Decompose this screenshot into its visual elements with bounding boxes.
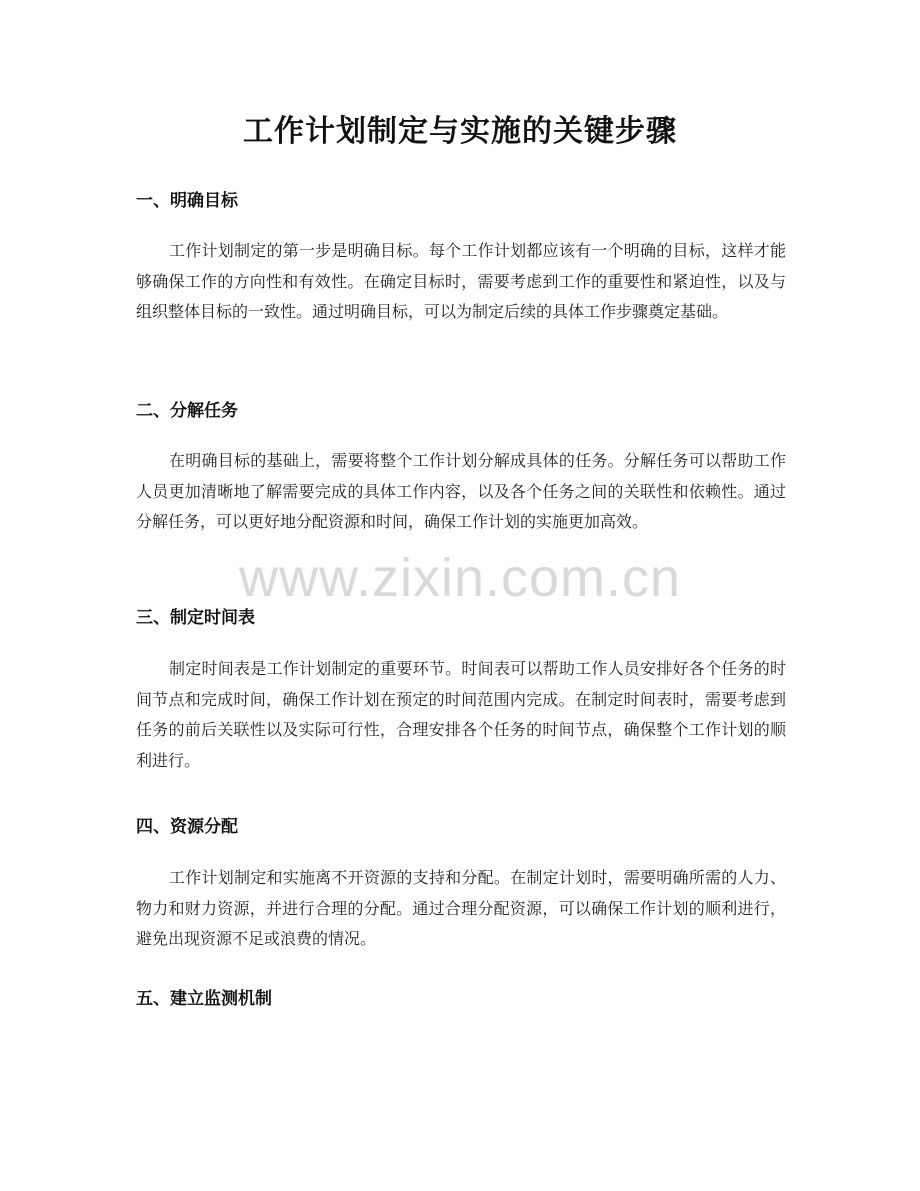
section-heading-3: 三、制定时间表 <box>136 608 255 628</box>
section-body-4: 工作计划制定和实施离不开资源的支持和分配。在制定计划时，需要明确所需的人力、物力和财力资源，并进行合理的分配。通过合理分配资源，可以确保工作计划的顺利进行，避免出现资源不足或浪费的情况。 <box>136 868 786 948</box>
section-heading-4: 四、资源分配 <box>136 817 238 837</box>
section-heading-1: 一、明确目标 <box>136 191 238 211</box>
section-heading-5: 五、建立监测机制 <box>136 989 272 1009</box>
section-heading-2: 二、分解任务 <box>136 401 238 421</box>
watermark-text: www.zixin.com.cn <box>238 548 682 608</box>
document-title: 工作计划制定与实施的关键步骤 <box>243 114 677 149</box>
section-body-1: 工作计划制定的第一步是明确目标。每个工作计划都应该有一个明确的目标，这样才能够确保工作的方向性和有效性。在确定目标时，需要考虑到工作的重要性和紧迫性，以及与组织整体目标的一致性。通过明确目标，可以为制定后续的具体工作步骤奠定基础。 <box>136 241 786 321</box>
section-body-2: 在明确目标的基础上，需要将整个工作计划分解成具体的任务。分解任务可以帮助工作人员更加清晰地了解需要完成的具体工作内容，以及各个任务之间的关联性和依赖性。通过分解任务，可以更好地分配资源和时间，确保工作计划的实施更加高效。 <box>136 451 786 531</box>
section-body-3: 制定时间表是工作计划制定的重要环节。时间表可以帮助工作人员安排好各个任务的时间节点和完成时间，确保工作计划在预定的时间范围内完成。在制定时间表时，需要考虑到任务的前后关联性以及实际可行性，合理安排各个任务的时间节点，确保整个工作计划的顺利进行。 <box>136 659 786 770</box>
